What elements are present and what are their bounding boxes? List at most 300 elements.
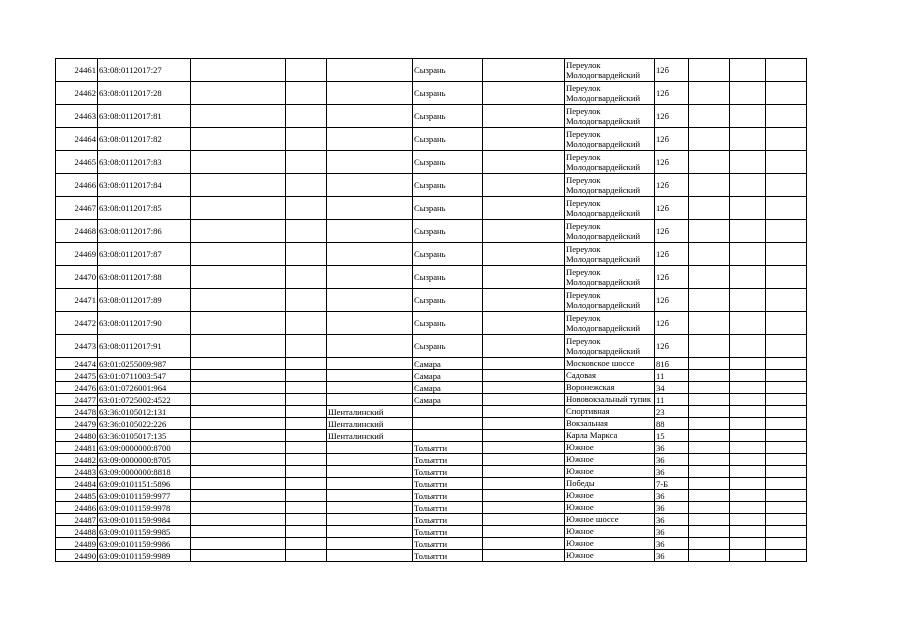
table-row[interactable]	[56, 466, 807, 478]
empty-cell[interactable]	[483, 442, 565, 454]
street-cell[interactable]: Переулок Молодогвардейский	[565, 59, 655, 82]
empty-cell[interactable]	[191, 312, 286, 335]
table-row[interactable]	[56, 197, 807, 220]
cadastral-number[interactable]: 63:08:0112017:83	[98, 151, 191, 174]
city-cell[interactable]: Сызрань	[413, 197, 483, 220]
empty-cell[interactable]	[730, 266, 766, 289]
district-cell[interactable]	[327, 105, 413, 128]
district-cell[interactable]	[327, 502, 413, 514]
empty-cell[interactable]	[730, 335, 766, 358]
empty-cell[interactable]	[286, 312, 327, 335]
street-cell[interactable]: Южное шоссе	[565, 514, 655, 526]
empty-cell[interactable]	[483, 382, 565, 394]
cadastral-number[interactable]: 63:09:0101159:9986	[98, 538, 191, 550]
empty-cell[interactable]	[483, 59, 565, 82]
empty-cell[interactable]	[766, 490, 807, 502]
empty-cell[interactable]	[483, 394, 565, 406]
street-cell[interactable]: Переулок Молодогвардейский	[565, 174, 655, 197]
empty-cell[interactable]	[689, 151, 730, 174]
empty-cell[interactable]	[191, 454, 286, 466]
district-cell[interactable]	[327, 478, 413, 490]
city-cell[interactable]: Сызрань	[413, 82, 483, 105]
empty-cell[interactable]	[766, 197, 807, 220]
row-number[interactable]: 24484	[56, 478, 98, 490]
empty-cell[interactable]	[483, 454, 565, 466]
cadastral-number[interactable]: 63:08:0112017:87	[98, 243, 191, 266]
empty-cell[interactable]	[689, 105, 730, 128]
street-cell[interactable]: Южное	[565, 526, 655, 538]
empty-cell[interactable]	[483, 490, 565, 502]
empty-cell[interactable]	[730, 289, 766, 312]
city-cell[interactable]	[413, 430, 483, 442]
empty-cell[interactable]	[483, 550, 565, 562]
empty-cell[interactable]	[730, 151, 766, 174]
house-cell[interactable]: 12б	[655, 151, 689, 174]
row-number[interactable]: 24482	[56, 454, 98, 466]
row-number[interactable]: 24467	[56, 197, 98, 220]
empty-cell[interactable]	[689, 502, 730, 514]
row-number[interactable]: 24476	[56, 382, 98, 394]
district-cell[interactable]: Шенталинский	[327, 406, 413, 418]
house-cell[interactable]: 36	[655, 442, 689, 454]
city-cell[interactable]: Сызрань	[413, 128, 483, 151]
district-cell[interactable]	[327, 394, 413, 406]
empty-cell[interactable]	[730, 526, 766, 538]
empty-cell[interactable]	[286, 514, 327, 526]
cadastral-number[interactable]: 63:09:0101159:9989	[98, 550, 191, 562]
city-cell[interactable]: Тольятти	[413, 454, 483, 466]
street-cell[interactable]: Переулок Молодогвардейский	[565, 289, 655, 312]
cadastral-number[interactable]: 63:08:0112017:84	[98, 174, 191, 197]
district-cell[interactable]	[327, 382, 413, 394]
district-cell[interactable]	[327, 266, 413, 289]
row-number[interactable]: 24472	[56, 312, 98, 335]
empty-cell[interactable]	[689, 394, 730, 406]
empty-cell[interactable]	[730, 312, 766, 335]
district-cell[interactable]	[327, 220, 413, 243]
empty-cell[interactable]	[286, 335, 327, 358]
district-cell[interactable]	[327, 289, 413, 312]
house-cell[interactable]: 88	[655, 418, 689, 430]
table-row[interactable]	[56, 105, 807, 128]
empty-cell[interactable]	[286, 289, 327, 312]
empty-cell[interactable]	[766, 151, 807, 174]
empty-cell[interactable]	[766, 502, 807, 514]
empty-cell[interactable]	[689, 466, 730, 478]
empty-cell[interactable]	[730, 197, 766, 220]
empty-cell[interactable]	[191, 105, 286, 128]
house-cell[interactable]: 36	[655, 538, 689, 550]
house-cell[interactable]: 81б	[655, 358, 689, 370]
house-cell[interactable]: 23	[655, 406, 689, 418]
district-cell[interactable]	[327, 538, 413, 550]
street-cell[interactable]: Переулок Молодогвардейский	[565, 151, 655, 174]
empty-cell[interactable]	[689, 358, 730, 370]
empty-cell[interactable]	[483, 243, 565, 266]
empty-cell[interactable]	[286, 538, 327, 550]
empty-cell[interactable]	[689, 478, 730, 490]
empty-cell[interactable]	[730, 550, 766, 562]
city-cell[interactable]: Сызрань	[413, 243, 483, 266]
street-cell[interactable]: Южное	[565, 538, 655, 550]
empty-cell[interactable]	[766, 466, 807, 478]
empty-cell[interactable]	[286, 59, 327, 82]
city-cell[interactable]: Тольятти	[413, 550, 483, 562]
table-row[interactable]	[56, 358, 807, 370]
cadastral-number[interactable]: 63:08:0112017:27	[98, 59, 191, 82]
city-cell[interactable]: Сызрань	[413, 289, 483, 312]
street-cell[interactable]: Переулок Молодогвардейский	[565, 312, 655, 335]
cadastral-number[interactable]: 63:08:0112017:28	[98, 82, 191, 105]
empty-cell[interactable]	[689, 550, 730, 562]
empty-cell[interactable]	[766, 550, 807, 562]
empty-cell[interactable]	[730, 478, 766, 490]
district-cell[interactable]	[327, 335, 413, 358]
empty-cell[interactable]	[483, 478, 565, 490]
empty-cell[interactable]	[730, 358, 766, 370]
empty-cell[interactable]	[689, 197, 730, 220]
row-number[interactable]: 24487	[56, 514, 98, 526]
district-cell[interactable]	[327, 358, 413, 370]
street-cell[interactable]: Южное	[565, 454, 655, 466]
street-cell[interactable]: Московское шоссе	[565, 358, 655, 370]
empty-cell[interactable]	[191, 502, 286, 514]
empty-cell[interactable]	[286, 220, 327, 243]
empty-cell[interactable]	[483, 418, 565, 430]
empty-cell[interactable]	[766, 128, 807, 151]
street-cell[interactable]: Южное	[565, 550, 655, 562]
cadastral-number[interactable]: 63:08:0112017:89	[98, 289, 191, 312]
empty-cell[interactable]	[730, 490, 766, 502]
house-cell[interactable]: 7-Б	[655, 478, 689, 490]
city-cell[interactable]: Сызрань	[413, 266, 483, 289]
empty-cell[interactable]	[483, 266, 565, 289]
city-cell[interactable]: Сызрань	[413, 220, 483, 243]
table-row[interactable]	[56, 370, 807, 382]
table-row[interactable]	[56, 550, 807, 562]
cadastral-number[interactable]: 63:01:0726001:964	[98, 382, 191, 394]
empty-cell[interactable]	[730, 82, 766, 105]
empty-cell[interactable]	[766, 312, 807, 335]
empty-cell[interactable]	[689, 370, 730, 382]
empty-cell[interactable]	[483, 289, 565, 312]
empty-cell[interactable]	[286, 358, 327, 370]
city-cell[interactable]: Тольятти	[413, 526, 483, 538]
empty-cell[interactable]	[286, 105, 327, 128]
empty-cell[interactable]	[191, 59, 286, 82]
city-cell[interactable]: Тольятти	[413, 442, 483, 454]
city-cell[interactable]: Тольятти	[413, 538, 483, 550]
table-row[interactable]	[56, 243, 807, 266]
empty-cell[interactable]	[191, 335, 286, 358]
cadastral-number[interactable]: 63:36:0105022:226	[98, 418, 191, 430]
street-cell[interactable]: Спортивная	[565, 406, 655, 418]
house-cell[interactable]: 12б	[655, 82, 689, 105]
district-cell[interactable]	[327, 243, 413, 266]
empty-cell[interactable]	[689, 406, 730, 418]
table-row[interactable]	[56, 382, 807, 394]
empty-cell[interactable]	[483, 105, 565, 128]
empty-cell[interactable]	[191, 478, 286, 490]
row-number[interactable]: 24490	[56, 550, 98, 562]
table-row[interactable]	[56, 59, 807, 82]
empty-cell[interactable]	[689, 243, 730, 266]
empty-cell[interactable]	[286, 406, 327, 418]
empty-cell[interactable]	[286, 151, 327, 174]
empty-cell[interactable]	[483, 538, 565, 550]
street-cell[interactable]: Переулок Молодогвардейский	[565, 243, 655, 266]
table-row[interactable]	[56, 418, 807, 430]
table-row[interactable]	[56, 220, 807, 243]
empty-cell[interactable]	[730, 466, 766, 478]
cadastral-number[interactable]: 63:09:0101151:5896	[98, 478, 191, 490]
table-row[interactable]	[56, 406, 807, 418]
empty-cell[interactable]	[286, 430, 327, 442]
table-row[interactable]	[56, 151, 807, 174]
empty-cell[interactable]	[766, 370, 807, 382]
empty-cell[interactable]	[766, 243, 807, 266]
cadastral-number[interactable]: 63:08:0112017:85	[98, 197, 191, 220]
street-cell[interactable]: Переулок Молодогвардейский	[565, 266, 655, 289]
district-cell[interactable]	[327, 312, 413, 335]
empty-cell[interactable]	[191, 550, 286, 562]
cadastral-number[interactable]: 63:01:0711003:547	[98, 370, 191, 382]
city-cell[interactable]: Тольятти	[413, 514, 483, 526]
city-cell[interactable]	[413, 406, 483, 418]
empty-cell[interactable]	[286, 526, 327, 538]
district-cell[interactable]	[327, 59, 413, 82]
street-cell[interactable]: Южное	[565, 466, 655, 478]
district-cell[interactable]	[327, 128, 413, 151]
empty-cell[interactable]	[766, 442, 807, 454]
empty-cell[interactable]	[730, 128, 766, 151]
district-cell[interactable]	[327, 526, 413, 538]
row-number[interactable]: 24468	[56, 220, 98, 243]
cadastral-number[interactable]: 63:08:0112017:90	[98, 312, 191, 335]
empty-cell[interactable]	[286, 478, 327, 490]
empty-cell[interactable]	[766, 514, 807, 526]
empty-cell[interactable]	[191, 406, 286, 418]
cadastral-number[interactable]: 63:01:0255009:987	[98, 358, 191, 370]
empty-cell[interactable]	[191, 151, 286, 174]
empty-cell[interactable]	[483, 197, 565, 220]
empty-cell[interactable]	[191, 266, 286, 289]
house-cell[interactable]: 36	[655, 526, 689, 538]
row-number[interactable]: 24470	[56, 266, 98, 289]
empty-cell[interactable]	[766, 418, 807, 430]
empty-cell[interactable]	[286, 82, 327, 105]
street-cell[interactable]: Карла Маркса	[565, 430, 655, 442]
city-cell[interactable]: Самара	[413, 370, 483, 382]
empty-cell[interactable]	[730, 220, 766, 243]
empty-cell[interactable]	[689, 454, 730, 466]
empty-cell[interactable]	[730, 105, 766, 128]
house-cell[interactable]: 34	[655, 382, 689, 394]
empty-cell[interactable]	[191, 442, 286, 454]
row-number[interactable]: 24479	[56, 418, 98, 430]
empty-cell[interactable]	[689, 538, 730, 550]
empty-cell[interactable]	[766, 335, 807, 358]
city-cell[interactable]: Сызрань	[413, 59, 483, 82]
street-cell[interactable]: Переулок Молодогвардейский	[565, 128, 655, 151]
empty-cell[interactable]	[483, 430, 565, 442]
empty-cell[interactable]	[766, 394, 807, 406]
house-cell[interactable]: 36	[655, 502, 689, 514]
empty-cell[interactable]	[286, 197, 327, 220]
empty-cell[interactable]	[191, 174, 286, 197]
house-cell[interactable]: 11	[655, 394, 689, 406]
table-row[interactable]	[56, 502, 807, 514]
empty-cell[interactable]	[730, 174, 766, 197]
house-cell[interactable]: 36	[655, 550, 689, 562]
empty-cell[interactable]	[483, 312, 565, 335]
house-cell[interactable]: 36	[655, 490, 689, 502]
empty-cell[interactable]	[286, 442, 327, 454]
row-number[interactable]: 24473	[56, 335, 98, 358]
table-row[interactable]	[56, 266, 807, 289]
empty-cell[interactable]	[191, 358, 286, 370]
empty-cell[interactable]	[689, 526, 730, 538]
city-cell[interactable]: Тольятти	[413, 502, 483, 514]
table-row[interactable]	[56, 335, 807, 358]
empty-cell[interactable]	[730, 502, 766, 514]
row-number[interactable]: 24477	[56, 394, 98, 406]
empty-cell[interactable]	[766, 220, 807, 243]
district-cell[interactable]	[327, 466, 413, 478]
house-cell[interactable]: 11	[655, 370, 689, 382]
street-cell[interactable]: Нововокзальный тупик	[565, 394, 655, 406]
street-cell[interactable]: Садовая	[565, 370, 655, 382]
row-number[interactable]: 24464	[56, 128, 98, 151]
empty-cell[interactable]	[483, 128, 565, 151]
empty-cell[interactable]	[483, 406, 565, 418]
empty-cell[interactable]	[483, 358, 565, 370]
empty-cell[interactable]	[766, 82, 807, 105]
city-cell[interactable]: Сызрань	[413, 174, 483, 197]
empty-cell[interactable]	[730, 442, 766, 454]
empty-cell[interactable]	[286, 382, 327, 394]
empty-cell[interactable]	[766, 358, 807, 370]
cadastral-number[interactable]: 63:08:0112017:91	[98, 335, 191, 358]
house-cell[interactable]: 12б	[655, 312, 689, 335]
empty-cell[interactable]	[730, 394, 766, 406]
district-cell[interactable]	[327, 514, 413, 526]
empty-cell[interactable]	[286, 466, 327, 478]
house-cell[interactable]: 36	[655, 466, 689, 478]
city-cell[interactable]: Сызрань	[413, 335, 483, 358]
row-number[interactable]: 24471	[56, 289, 98, 312]
row-number[interactable]: 24478	[56, 406, 98, 418]
cadastral-number[interactable]: 63:08:0112017:86	[98, 220, 191, 243]
table-row[interactable]	[56, 454, 807, 466]
table-row[interactable]	[56, 174, 807, 197]
row-number[interactable]: 24485	[56, 490, 98, 502]
city-cell[interactable]: Тольятти	[413, 478, 483, 490]
empty-cell[interactable]	[286, 394, 327, 406]
empty-cell[interactable]	[730, 418, 766, 430]
street-cell[interactable]: Переулок Молодогвардейский	[565, 105, 655, 128]
empty-cell[interactable]	[191, 197, 286, 220]
empty-cell[interactable]	[689, 312, 730, 335]
cadastral-number[interactable]: 63:08:0112017:81	[98, 105, 191, 128]
empty-cell[interactable]	[286, 490, 327, 502]
empty-cell[interactable]	[483, 82, 565, 105]
empty-cell[interactable]	[730, 370, 766, 382]
street-cell[interactable]: Победы	[565, 478, 655, 490]
city-cell[interactable]	[413, 418, 483, 430]
city-cell[interactable]: Сызрань	[413, 105, 483, 128]
empty-cell[interactable]	[286, 174, 327, 197]
table-row[interactable]	[56, 478, 807, 490]
empty-cell[interactable]	[191, 82, 286, 105]
empty-cell[interactable]	[689, 382, 730, 394]
cadastral-number[interactable]: 63:01:0725002:4522	[98, 394, 191, 406]
empty-cell[interactable]	[191, 538, 286, 550]
table-row[interactable]	[56, 128, 807, 151]
street-cell[interactable]: Южное	[565, 502, 655, 514]
district-cell[interactable]	[327, 151, 413, 174]
row-number[interactable]: 24474	[56, 358, 98, 370]
row-number[interactable]: 24488	[56, 526, 98, 538]
cadastral-number[interactable]: 63:09:0101159:9977	[98, 490, 191, 502]
empty-cell[interactable]	[191, 289, 286, 312]
empty-cell[interactable]	[286, 502, 327, 514]
district-cell[interactable]: Шенталинский	[327, 430, 413, 442]
empty-cell[interactable]	[689, 174, 730, 197]
house-cell[interactable]: 12б	[655, 220, 689, 243]
empty-cell[interactable]	[191, 243, 286, 266]
row-number[interactable]: 24463	[56, 105, 98, 128]
street-cell[interactable]: Переулок Молодогвардейский	[565, 335, 655, 358]
cadastral-number[interactable]: 63:09:0000000:8700	[98, 442, 191, 454]
empty-cell[interactable]	[689, 514, 730, 526]
empty-cell[interactable]	[730, 538, 766, 550]
empty-cell[interactable]	[286, 454, 327, 466]
house-cell[interactable]: 15	[655, 430, 689, 442]
empty-cell[interactable]	[689, 266, 730, 289]
city-cell[interactable]: Сызрань	[413, 312, 483, 335]
table-row[interactable]	[56, 514, 807, 526]
empty-cell[interactable]	[730, 382, 766, 394]
cadastral-number[interactable]: 63:09:0000000:8705	[98, 454, 191, 466]
empty-cell[interactable]	[766, 538, 807, 550]
empty-cell[interactable]	[766, 382, 807, 394]
house-cell[interactable]: 12б	[655, 174, 689, 197]
empty-cell[interactable]	[689, 128, 730, 151]
table-row[interactable]	[56, 442, 807, 454]
empty-cell[interactable]	[689, 59, 730, 82]
row-number[interactable]: 24461	[56, 59, 98, 82]
empty-cell[interactable]	[483, 514, 565, 526]
row-number[interactable]: 24469	[56, 243, 98, 266]
district-cell[interactable]	[327, 174, 413, 197]
street-cell[interactable]: Переулок Молодогвардейский	[565, 197, 655, 220]
empty-cell[interactable]	[191, 430, 286, 442]
empty-cell[interactable]	[730, 59, 766, 82]
house-cell[interactable]: 12б	[655, 266, 689, 289]
empty-cell[interactable]	[191, 490, 286, 502]
street-cell[interactable]: Вокзальная	[565, 418, 655, 430]
empty-cell[interactable]	[730, 430, 766, 442]
cadastral-number[interactable]: 63:09:0101159:9985	[98, 526, 191, 538]
empty-cell[interactable]	[191, 394, 286, 406]
empty-cell[interactable]	[766, 105, 807, 128]
empty-cell[interactable]	[286, 418, 327, 430]
empty-cell[interactable]	[689, 418, 730, 430]
empty-cell[interactable]	[766, 59, 807, 82]
house-cell[interactable]: 12б	[655, 128, 689, 151]
row-number[interactable]: 24483	[56, 466, 98, 478]
